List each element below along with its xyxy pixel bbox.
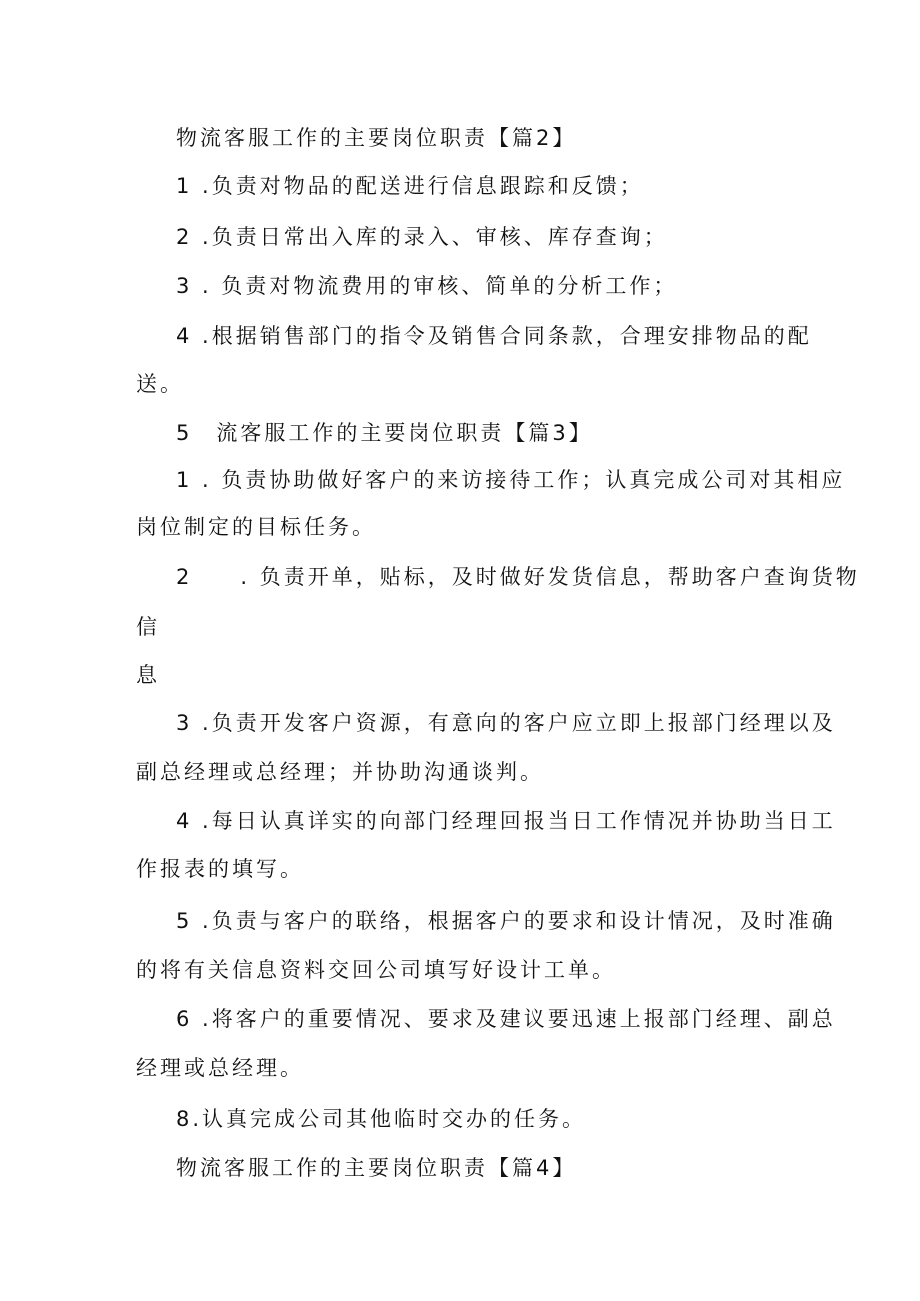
text-line: 的将有关信息资料交回公司填写好设计工单。 (136, 958, 616, 982)
text-line: 经理或总经理。 (136, 1056, 304, 1080)
text-line: 1 .负责对物品的配送进行信息跟踪和反馈； (176, 174, 644, 198)
text-line: 3 .负责开发客户资源，有意向的客户应立即上报部门经理以及 (176, 711, 836, 735)
text-line: 6 .将客户的重要情况、要求及建议要迅速上报部门经理、副总 (176, 1007, 836, 1031)
text-line: 2 . 负责开单，贴标，及时做好发货信息，帮助客户查询货物 (176, 565, 860, 589)
text-line: 送。 (136, 372, 184, 396)
text-line: 信 (136, 615, 160, 639)
section-heading-2: 物流客服工作的主要岗位职责【篇2】 (176, 126, 577, 150)
text-line: 副总经理或总经理；并协助沟通谈判。 (136, 760, 544, 784)
text-line: 4 .根据销售部门的指令及销售合同条款，合理安排物品的配 (176, 324, 812, 348)
text-line: 作报表的填写。 (136, 857, 304, 881)
text-line: 3 . 负责对物流费用的审核、简单的分析工作； (176, 274, 678, 298)
section-heading-3: 5 流客服工作的主要岗位职责【篇3】 (176, 421, 593, 445)
text-line: 5 .负责与客户的联络，根据客户的要求和设计情况，及时准确 (176, 909, 836, 933)
text-line: 2 .负责日常出入库的录入、审核、库存查询； (176, 225, 668, 249)
text-line: 息 (136, 663, 160, 687)
text-line: 岗位制定的目标任务。 (136, 515, 376, 539)
text-line: 1 . 负责协助做好客户的来访接待工作；认真完成公司对其相应 (176, 468, 846, 492)
section-heading-4: 物流客服工作的主要岗位职责【篇4】 (176, 1156, 577, 1180)
text-line: 8.认真完成公司其他临时交办的任务。 (176, 1107, 587, 1131)
text-line: 4 .每日认真详实的向部门经理回报当日工作情况并协助当日工 (176, 809, 836, 833)
